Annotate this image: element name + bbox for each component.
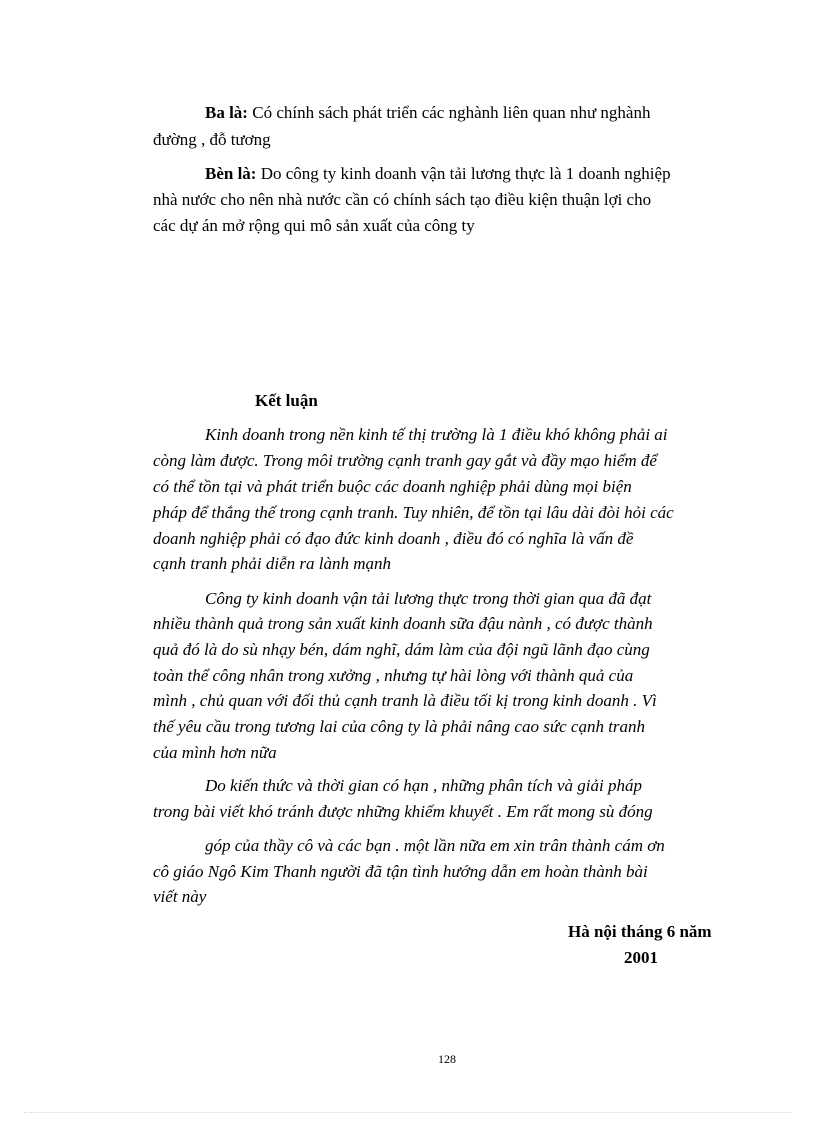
bon-label: Bèn là: xyxy=(205,164,257,183)
paragraph-ba-line-2: đường , đỗ tương xyxy=(153,130,271,149)
conclusion-heading: Kết luận xyxy=(255,391,318,410)
paragraph-bon-line-2: nhà nước cho nên nhà nước cần có chính sách tạo điều kiện thuận lợi cho xyxy=(153,190,652,209)
conclusion-p3-line: Do kiến thức và thời gian có hạn , những phân tích và giải pháp xyxy=(205,776,642,795)
conclusion-p3-line: trong bài viết khó tránh được những khiếm khuyết . Em rất mong sù đóng xyxy=(153,802,653,821)
conclusion-p1-line: doanh nghiệp phải có đạo đức kinh doanh , điều đó có nghĩa là vấn đề xyxy=(153,529,634,548)
page-bottom-divider xyxy=(24,1112,792,1113)
conclusion-p2-line: Công ty kinh doanh vận tải lương thực trong thời gian qua đã đạt xyxy=(205,589,652,608)
bon-text-1: Do công ty kinh doanh vận tải lương thực là 1 doanh nghiệp xyxy=(256,164,671,183)
page-number: 128 xyxy=(438,1052,456,1066)
paragraph-ba-line-1 xyxy=(205,104,650,121)
conclusion-p3-line: góp của thầy cô và các bạn . một lần nữa em xin trân thành cám ơn xyxy=(205,836,665,855)
paragraph-bon-line-1 xyxy=(205,165,671,182)
ba-text-1: Có chính sách phát triển các nghành liên quan như nghành xyxy=(247,103,651,122)
conclusion-p2-line: quả đó là do sù nhạy bén, dám nghĩ, dám làm của đội ngũ lãnh đạo cùng xyxy=(153,640,650,659)
conclusion-p3-line: cô giáo Ngô Kim Thanh người đã tận tình hướng dẫn em hoàn thành bài xyxy=(153,862,648,881)
conclusion-p2-line: thế yêu cầu trong tương lai của công ty là phải nâng cao sức cạnh tranh xyxy=(153,717,646,736)
signature-year: 2001 xyxy=(624,948,658,967)
conclusion-p2-line: của mình hơn nữa xyxy=(153,743,277,762)
signature-place: Hà nội tháng 6 năm xyxy=(568,922,712,941)
conclusion-p2-line: mình , chủ quan với đối thủ cạnh tranh là điều tối kị trong kinh doanh . Vì xyxy=(153,691,657,710)
conclusion-p1-line: Kinh doanh trong nền kinh tế thị trường là 1 điều khó không phải ai xyxy=(205,425,668,444)
ba-label: Ba là: xyxy=(205,103,248,122)
conclusion-p2-line: nhiều thành quả trong sản xuất kinh doanh sữa đậu nành , có được thành xyxy=(153,614,653,633)
conclusion-p3-line: viết này xyxy=(153,887,207,906)
conclusion-p1-line: pháp để thắng thế trong cạnh tranh. Tuy nhiên, để tồn tại lâu dài đòi hỏi các xyxy=(153,503,674,522)
paragraph-bon-line-3: các dự án mở rộng qui mô sản xuất của công ty xyxy=(153,216,475,235)
conclusion-p1-line: cạnh tranh phải diễn ra lành mạnh xyxy=(153,554,391,573)
conclusion-p1-line: còng làm được. Trong môi trường cạnh tranh gay gắt và đầy mạo hiểm để xyxy=(153,451,657,470)
conclusion-p2-line: toàn thể công nhân trong xưởng , nhưng tự hài lòng với thành quả của xyxy=(153,666,634,685)
conclusion-p1-line: có thể tồn tại và phát triển buộc các doanh nghiệp phải dùng mọi biện xyxy=(153,477,632,496)
